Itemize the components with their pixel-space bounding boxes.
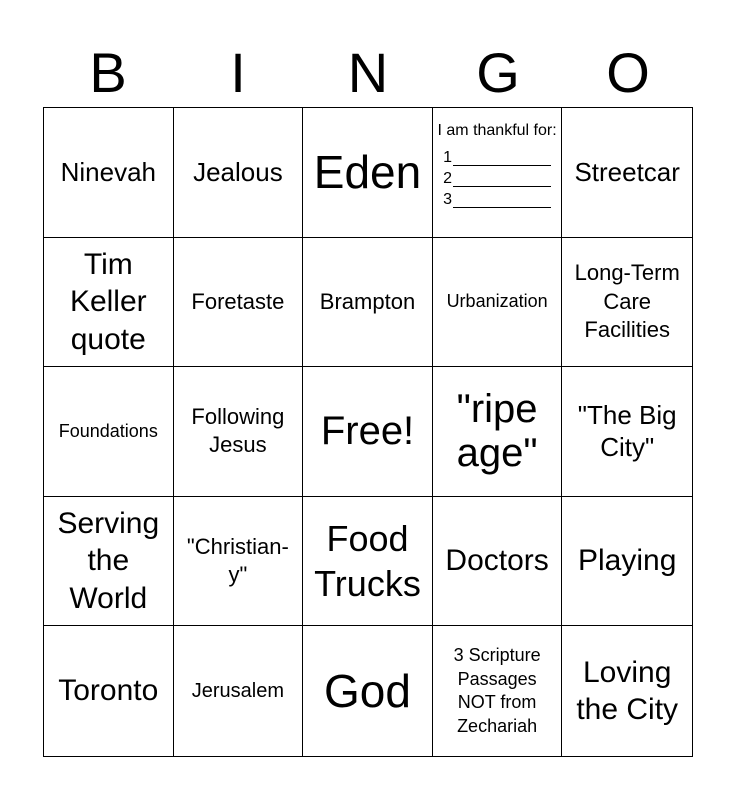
bingo-cell-free-space[interactable]: Free!	[303, 367, 433, 497]
bingo-cell-eden[interactable]: Eden	[303, 108, 433, 238]
bingo-cell-foundations[interactable]: Foundations	[44, 367, 174, 497]
bingo-cell-christian-y[interactable]: "Christian-y"	[174, 497, 304, 627]
thankful-line	[443, 169, 551, 190]
bingo-cell-urbanization[interactable]: Urbanization	[433, 238, 563, 368]
bingo-cell-following-jesus[interactable]: Following Jesus	[174, 367, 304, 497]
bingo-cell-jealous[interactable]: Jealous	[174, 108, 304, 238]
header-letter-g: G	[476, 41, 520, 104]
header-letter-o: O	[606, 41, 650, 104]
bingo-cell-food-trucks[interactable]: Food Trucks	[303, 497, 433, 627]
thankful-line	[443, 190, 551, 211]
bingo-cell-brampton[interactable]: Brampton	[303, 238, 433, 368]
bingo-cell-streetcar[interactable]: Streetcar	[562, 108, 692, 238]
bingo-cell-doctors[interactable]: Doctors	[433, 497, 563, 627]
bingo-cell-serving-the-world[interactable]: Serving the World	[44, 497, 174, 627]
bingo-header	[43, 40, 693, 106]
bingo-cell-toronto[interactable]: Toronto	[44, 626, 174, 756]
bingo-cell-playing[interactable]: Playing	[562, 497, 692, 627]
bingo-cell-jerusalem[interactable]: Jerusalem	[174, 626, 304, 756]
bingo-cell-ripe-age[interactable]: "ripe age"	[433, 367, 563, 497]
thankful-line-number: 3	[443, 191, 452, 208]
bingo-cell-tim-keller-quote[interactable]: Tim Keller quote	[44, 238, 174, 368]
bingo-cell-god[interactable]: God	[303, 626, 433, 756]
bingo-cell-the-big-city[interactable]: "The Big City"	[562, 367, 692, 497]
thankful-line	[443, 148, 551, 169]
bingo-cell-loving-the-city[interactable]: Loving the City	[576, 655, 679, 727]
bingo-cell-long-term-care[interactable]: Long-Term Care Facilities	[562, 238, 692, 368]
header-letter-i: I	[230, 41, 246, 104]
header-letter-n: N	[347, 41, 389, 104]
thankful-line-number: 1	[443, 149, 452, 166]
bingo-cell-foretaste[interactable]: Foretaste	[174, 238, 304, 368]
header-letter-b: B	[89, 41, 127, 104]
blank-line	[453, 207, 551, 208]
bingo-cell-ninevah[interactable]: Ninevah	[44, 108, 174, 238]
thankful-line-number: 2	[443, 170, 452, 187]
bingo-board	[43, 107, 693, 757]
bingo-cell-scripture-passages[interactable]: 3 Scripture Passages NOT from Zechariah	[433, 626, 563, 756]
blank-line	[453, 165, 551, 166]
bingo-cell-thankful[interactable]	[433, 108, 563, 238]
thankful-title: I am thankful for:	[437, 122, 557, 139]
thankful-lines	[443, 148, 551, 211]
blank-line	[453, 186, 551, 187]
